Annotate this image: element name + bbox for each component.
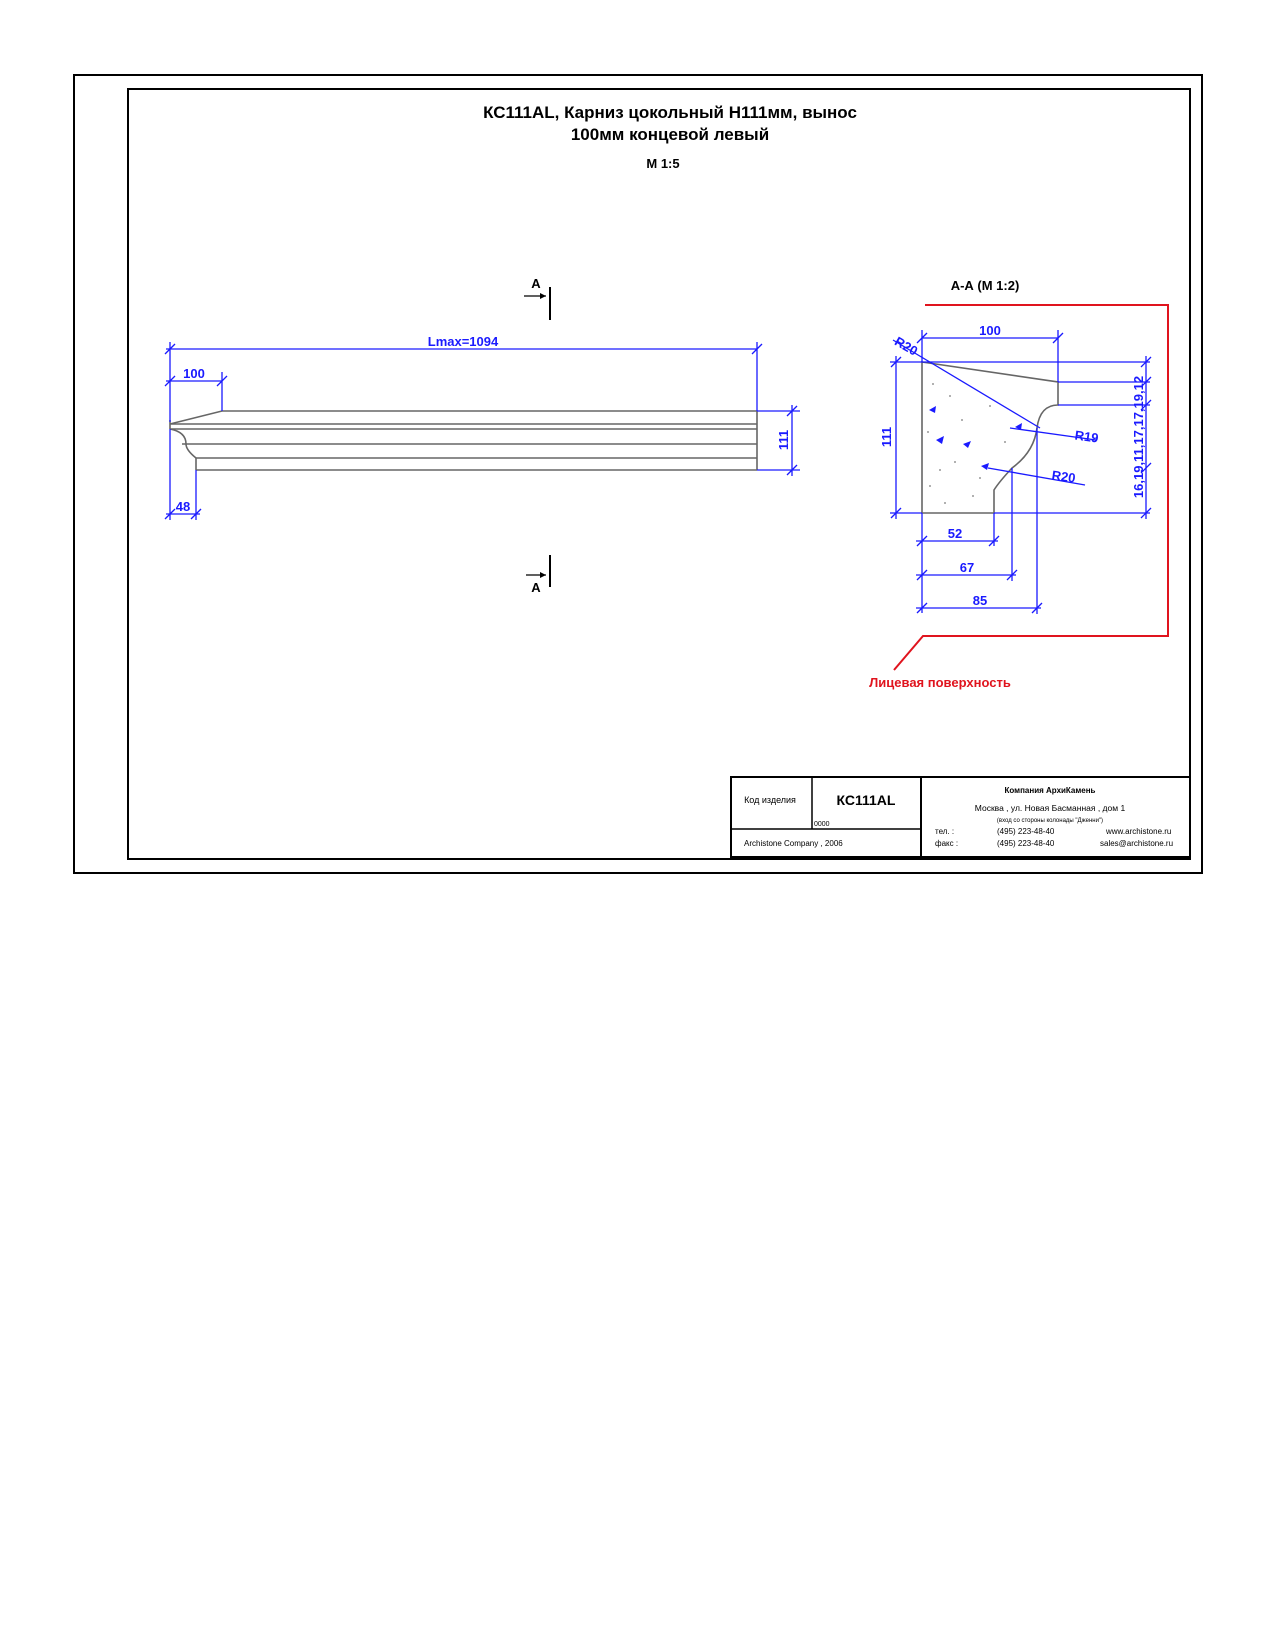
website[interactable]: www.archistone.ru bbox=[1106, 827, 1172, 836]
face-surface-label: Лицевая поверхность bbox=[869, 675, 1011, 690]
section-dimensions bbox=[879, 323, 1151, 614]
dim-left-100: 100 bbox=[183, 366, 205, 381]
company-address-note: (вход со стороны колонады "Дженни") bbox=[996, 818, 1104, 824]
copyright: Archistone Company , 2006 bbox=[744, 839, 843, 848]
dim-lmax: Lmax=1094 bbox=[427, 334, 499, 349]
drawing-scale: М 1:5 bbox=[646, 156, 680, 171]
company-address: Москва , ул. Новая Басманная , дом 1 bbox=[974, 803, 1126, 813]
product-code-value: КС111AL bbox=[836, 792, 896, 808]
fax-number: (495) 223-48-40 bbox=[997, 839, 1055, 848]
section-marker-bottom bbox=[526, 555, 550, 595]
section-marker-top bbox=[524, 276, 550, 320]
dim-r20-top: R20 bbox=[892, 333, 921, 359]
dim-w67: 67 bbox=[959, 560, 975, 575]
product-code-label: Код изделия bbox=[744, 795, 796, 805]
product-code-sub: 0000 bbox=[814, 821, 830, 828]
outer-frame bbox=[74, 75, 1202, 873]
fax-label: факс : bbox=[935, 839, 959, 848]
dim-r19: R19 bbox=[1073, 427, 1100, 446]
dim-section-100: 100 bbox=[979, 323, 1001, 338]
dim-bottom-48: 48 bbox=[175, 499, 191, 514]
dim-right-stack: 16,19,11,17,17,19,12 bbox=[1131, 375, 1146, 499]
dim-w85: 85 bbox=[972, 593, 988, 608]
tel-number: (495) 223-48-40 bbox=[997, 827, 1055, 836]
section-mark-bottom: А bbox=[531, 580, 541, 595]
section-label: А-А (М 1:2) bbox=[950, 278, 1020, 293]
cornice-elevation bbox=[170, 411, 757, 470]
email[interactable]: sales@archistone.ru bbox=[1100, 839, 1174, 848]
face-surface-callout bbox=[869, 305, 1168, 690]
tel-label: тел. : bbox=[935, 827, 955, 836]
inner-frame bbox=[128, 89, 1190, 859]
dim-height-111: 111 bbox=[776, 429, 791, 451]
dim-r20-mid: R20 bbox=[1050, 467, 1077, 486]
company-name: Компания АрхиКамень bbox=[1004, 786, 1096, 795]
dim-w52: 52 bbox=[947, 526, 963, 541]
elevation-dimensions bbox=[165, 334, 800, 520]
drawing-title-line1: КС111AL, Карниз цокольный Н111мм, вынос bbox=[483, 103, 857, 122]
dim-section-111: 111 bbox=[879, 426, 894, 448]
drawing-title-line2: 100мм концевой левый bbox=[570, 125, 770, 144]
title-block bbox=[731, 777, 1190, 857]
section-mark-top: А bbox=[531, 276, 541, 291]
